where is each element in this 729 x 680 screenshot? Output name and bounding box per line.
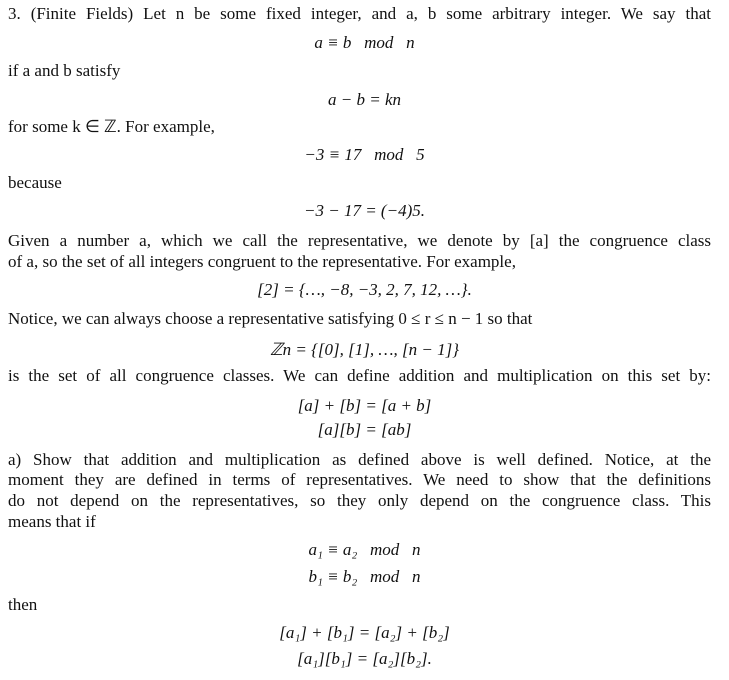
equation-class-example: [2] = {…, −8, −3, 2, 7, 12, …}. (257, 280, 472, 299)
text-line: 3. (Finite Fields) Let n be some fixed integer, and a, b some arbitrary integer. We say that (8, 4, 711, 23)
equation-a-congruence: a₁ ≡ a₂ mod n (308, 540, 421, 559)
text-line: then (8, 595, 38, 614)
text-line: Given a number a, which we call the representative, we denote by [a] the congruence class (8, 231, 711, 250)
text-line: if a and b satisfy (8, 61, 121, 80)
equation-zn: ℤn = {[0], [1], …, [n − 1]} (269, 340, 459, 359)
text-line: a) Show that addition and multiplication as defined above is well defined. Notice, at the (8, 450, 711, 469)
text-line: is the set of all congruence classes. We can define addition and multiplication on this set by: (8, 366, 711, 385)
equation-product-equality: [a₁][b₁] = [a₂][b₂]. (297, 649, 432, 668)
equation-congruence-def: a ≡ b mod n (314, 33, 415, 52)
text-line: for some k ∈ ℤ. For example, (8, 117, 215, 136)
text-line: moment they are defined in terms of representatives. We need to show that the definitions (8, 470, 711, 489)
equation-difference: a − b = kn (328, 90, 401, 109)
text-line: Notice, we can always choose a representative satisfying 0 ≤ r ≤ n − 1 so that (8, 309, 533, 328)
text-line: do not depend on the representatives, so they only depend on the congruence class. This (8, 491, 711, 510)
text-line: means that if (8, 512, 96, 531)
equation-example-proof: −3 − 17 = (−4)5. (304, 201, 425, 220)
equation-multiplication: [a][b] = [ab] (317, 420, 412, 439)
equation-sum-equality: [a₁] + [b₁] = [a₂] + [b₂] (279, 623, 450, 642)
text-line: of a, so the set of all integers congruent to the representative. For example, (8, 252, 516, 271)
equation-addition: [a] + [b] = [a + b] (297, 396, 432, 415)
equation-example: −3 ≡ 17 mod 5 (304, 145, 425, 164)
text-line: because (8, 173, 62, 192)
equation-b-congruence: b₁ ≡ b₂ mod n (308, 567, 421, 586)
